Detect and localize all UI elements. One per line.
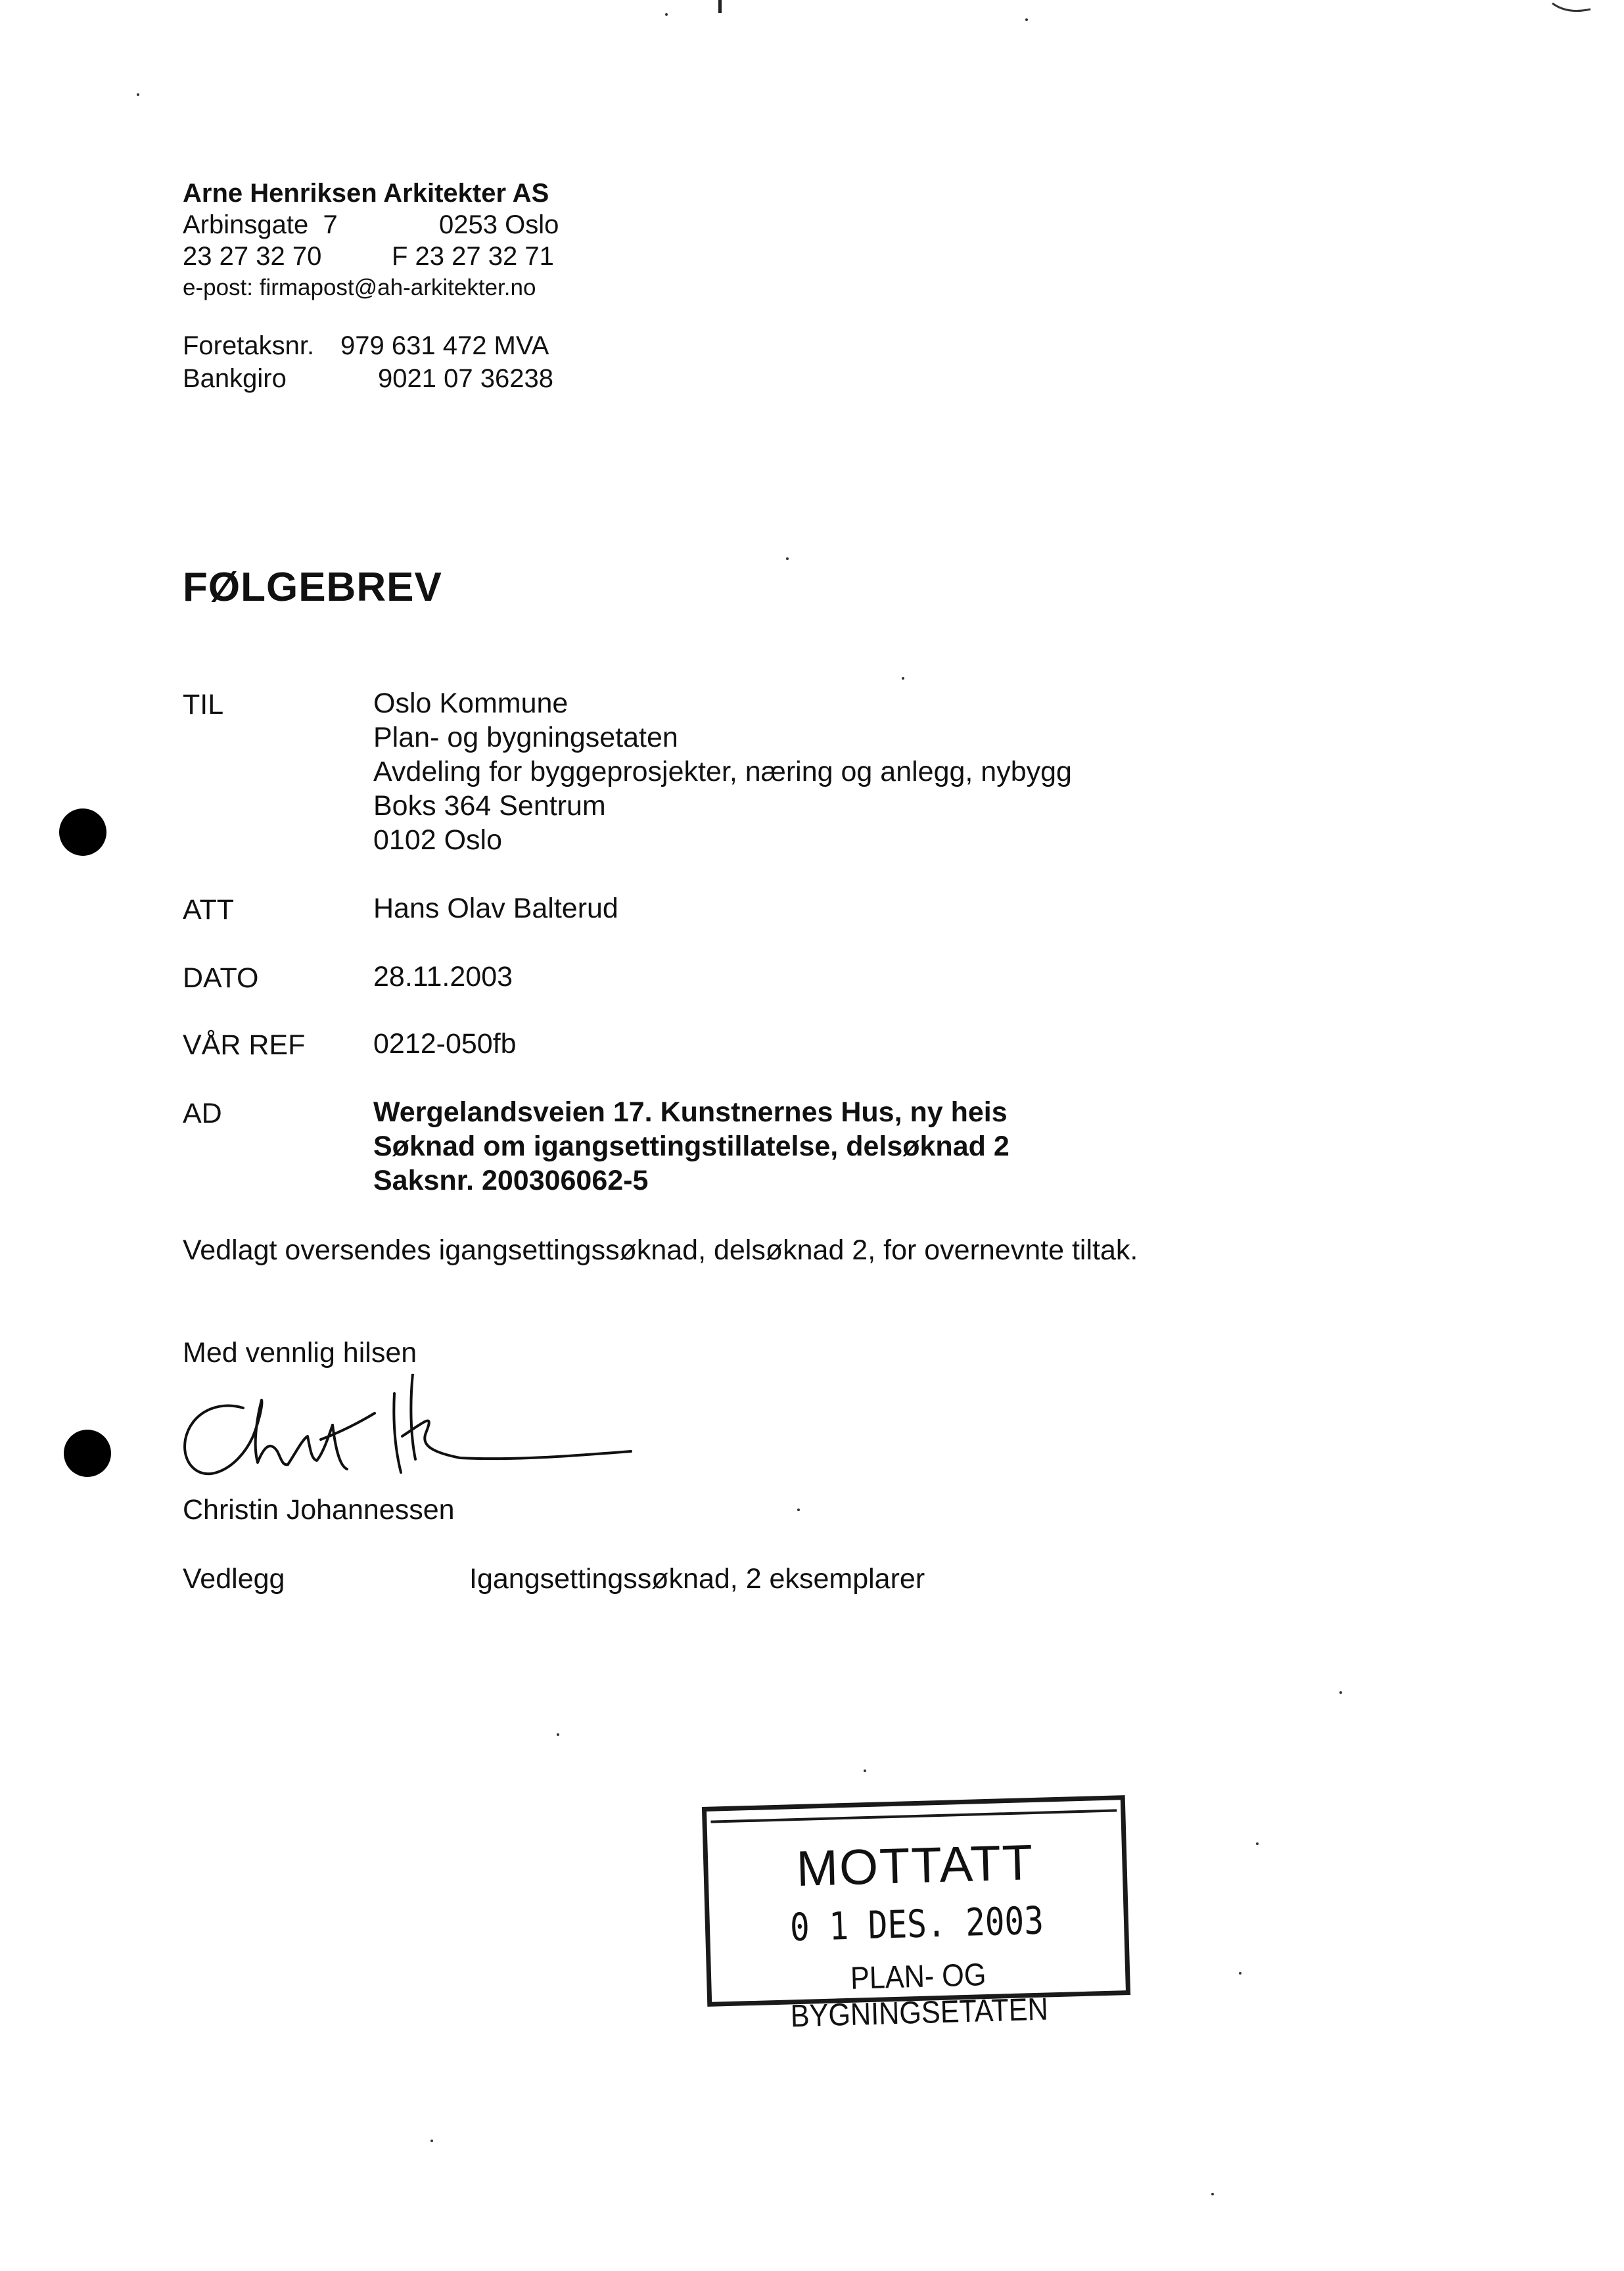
punch-hole-upper	[59, 808, 106, 856]
org-number-label: Foretaksnr.	[183, 331, 315, 360]
scan-speck	[557, 1733, 559, 1736]
recipient-line: Boks 364 Sentrum	[373, 790, 606, 822]
scan-speck	[786, 557, 789, 560]
stamp-heading: MOTTATT	[795, 1834, 1035, 1898]
attention-value: Hans Olav Balterud	[373, 893, 618, 924]
scan-speck	[797, 1509, 800, 1511]
attachment-label: Vedlegg	[183, 1563, 285, 1595]
scan-speck	[1025, 18, 1028, 21]
attention-label: ATT	[183, 894, 235, 925]
body-text: Vedlagt oversendes igangsettingssøknad, delsøknad 2, for overnevnte tiltak.	[183, 1234, 1138, 1266]
scan-mark	[718, 0, 722, 13]
company-email: e-post: firmapost@ah-arkitekter.no	[183, 275, 536, 300]
scan-speck	[1339, 1691, 1342, 1694]
company-postal: 0253 Oslo	[439, 210, 559, 239]
document-title: FØLGEBREV	[183, 565, 442, 610]
scan-speck	[1239, 1972, 1241, 1975]
recipient-label: TIL	[183, 689, 224, 720]
recipient-line: Plan- og bygningsetaten	[373, 722, 678, 753]
subject-label: AD	[183, 1098, 222, 1129]
reference-label: VÅR REF	[183, 1029, 306, 1061]
stamp-department: PLAN- OG BYGNINGSETATEN	[790, 1957, 1049, 2034]
punch-hole-lower	[64, 1430, 111, 1477]
signature-image	[171, 1374, 644, 1492]
scan-speck	[1256, 1842, 1259, 1845]
subject-line: Wergelandsveien 17. Kunstnernes Hus, ny heis	[373, 1096, 1008, 1128]
company-phone: 23 27 32 70	[183, 242, 322, 271]
stamp-inner-frame	[710, 1809, 1121, 2034]
company-fax: F 23 27 32 71	[392, 242, 554, 271]
scan-speck	[864, 1769, 866, 1772]
closing-text: Med vennlig hilsen	[183, 1337, 417, 1369]
scan-speck	[902, 677, 904, 680]
recipient-line: 0102 Oslo	[373, 824, 503, 856]
date-value: 28.11.2003	[373, 961, 513, 993]
attachment-value: Igangsettingssøknad, 2 eksemplarer	[469, 1563, 925, 1595]
stamp-date: 0 1 DES. 2003	[789, 1898, 1044, 1950]
signer-name: Christin Johannessen	[183, 1494, 455, 1526]
subject-line: Saksnr. 200306062-5	[373, 1165, 649, 1196]
org-number-value: 979 631 472 MVA	[340, 331, 549, 360]
recipient-line: Avdeling for byggeprosjekter, næring og anlegg, nybygg	[373, 756, 1072, 787]
scan-speck	[430, 2140, 433, 2142]
scan-speck	[1211, 2193, 1214, 2195]
reference-value: 0212-050fb	[373, 1028, 517, 1060]
subject-line: Søknad om igangsettingstillatelse, delsøknad 2	[373, 1131, 1009, 1162]
date-label: DATO	[183, 962, 259, 994]
scan-speck	[137, 93, 139, 96]
company-street: Arbinsgate 7	[183, 210, 338, 239]
bank-account-value: 9021 07 36238	[378, 364, 553, 393]
received-stamp	[702, 1795, 1130, 2034]
company-name: Arne Henriksen Arkitekter AS	[183, 179, 549, 208]
scan-corner-mark	[1551, 0, 1597, 20]
recipient-line: Oslo Kommune	[373, 688, 568, 719]
bank-account-label: Bankgiro	[183, 364, 287, 393]
scan-speck	[665, 13, 668, 16]
